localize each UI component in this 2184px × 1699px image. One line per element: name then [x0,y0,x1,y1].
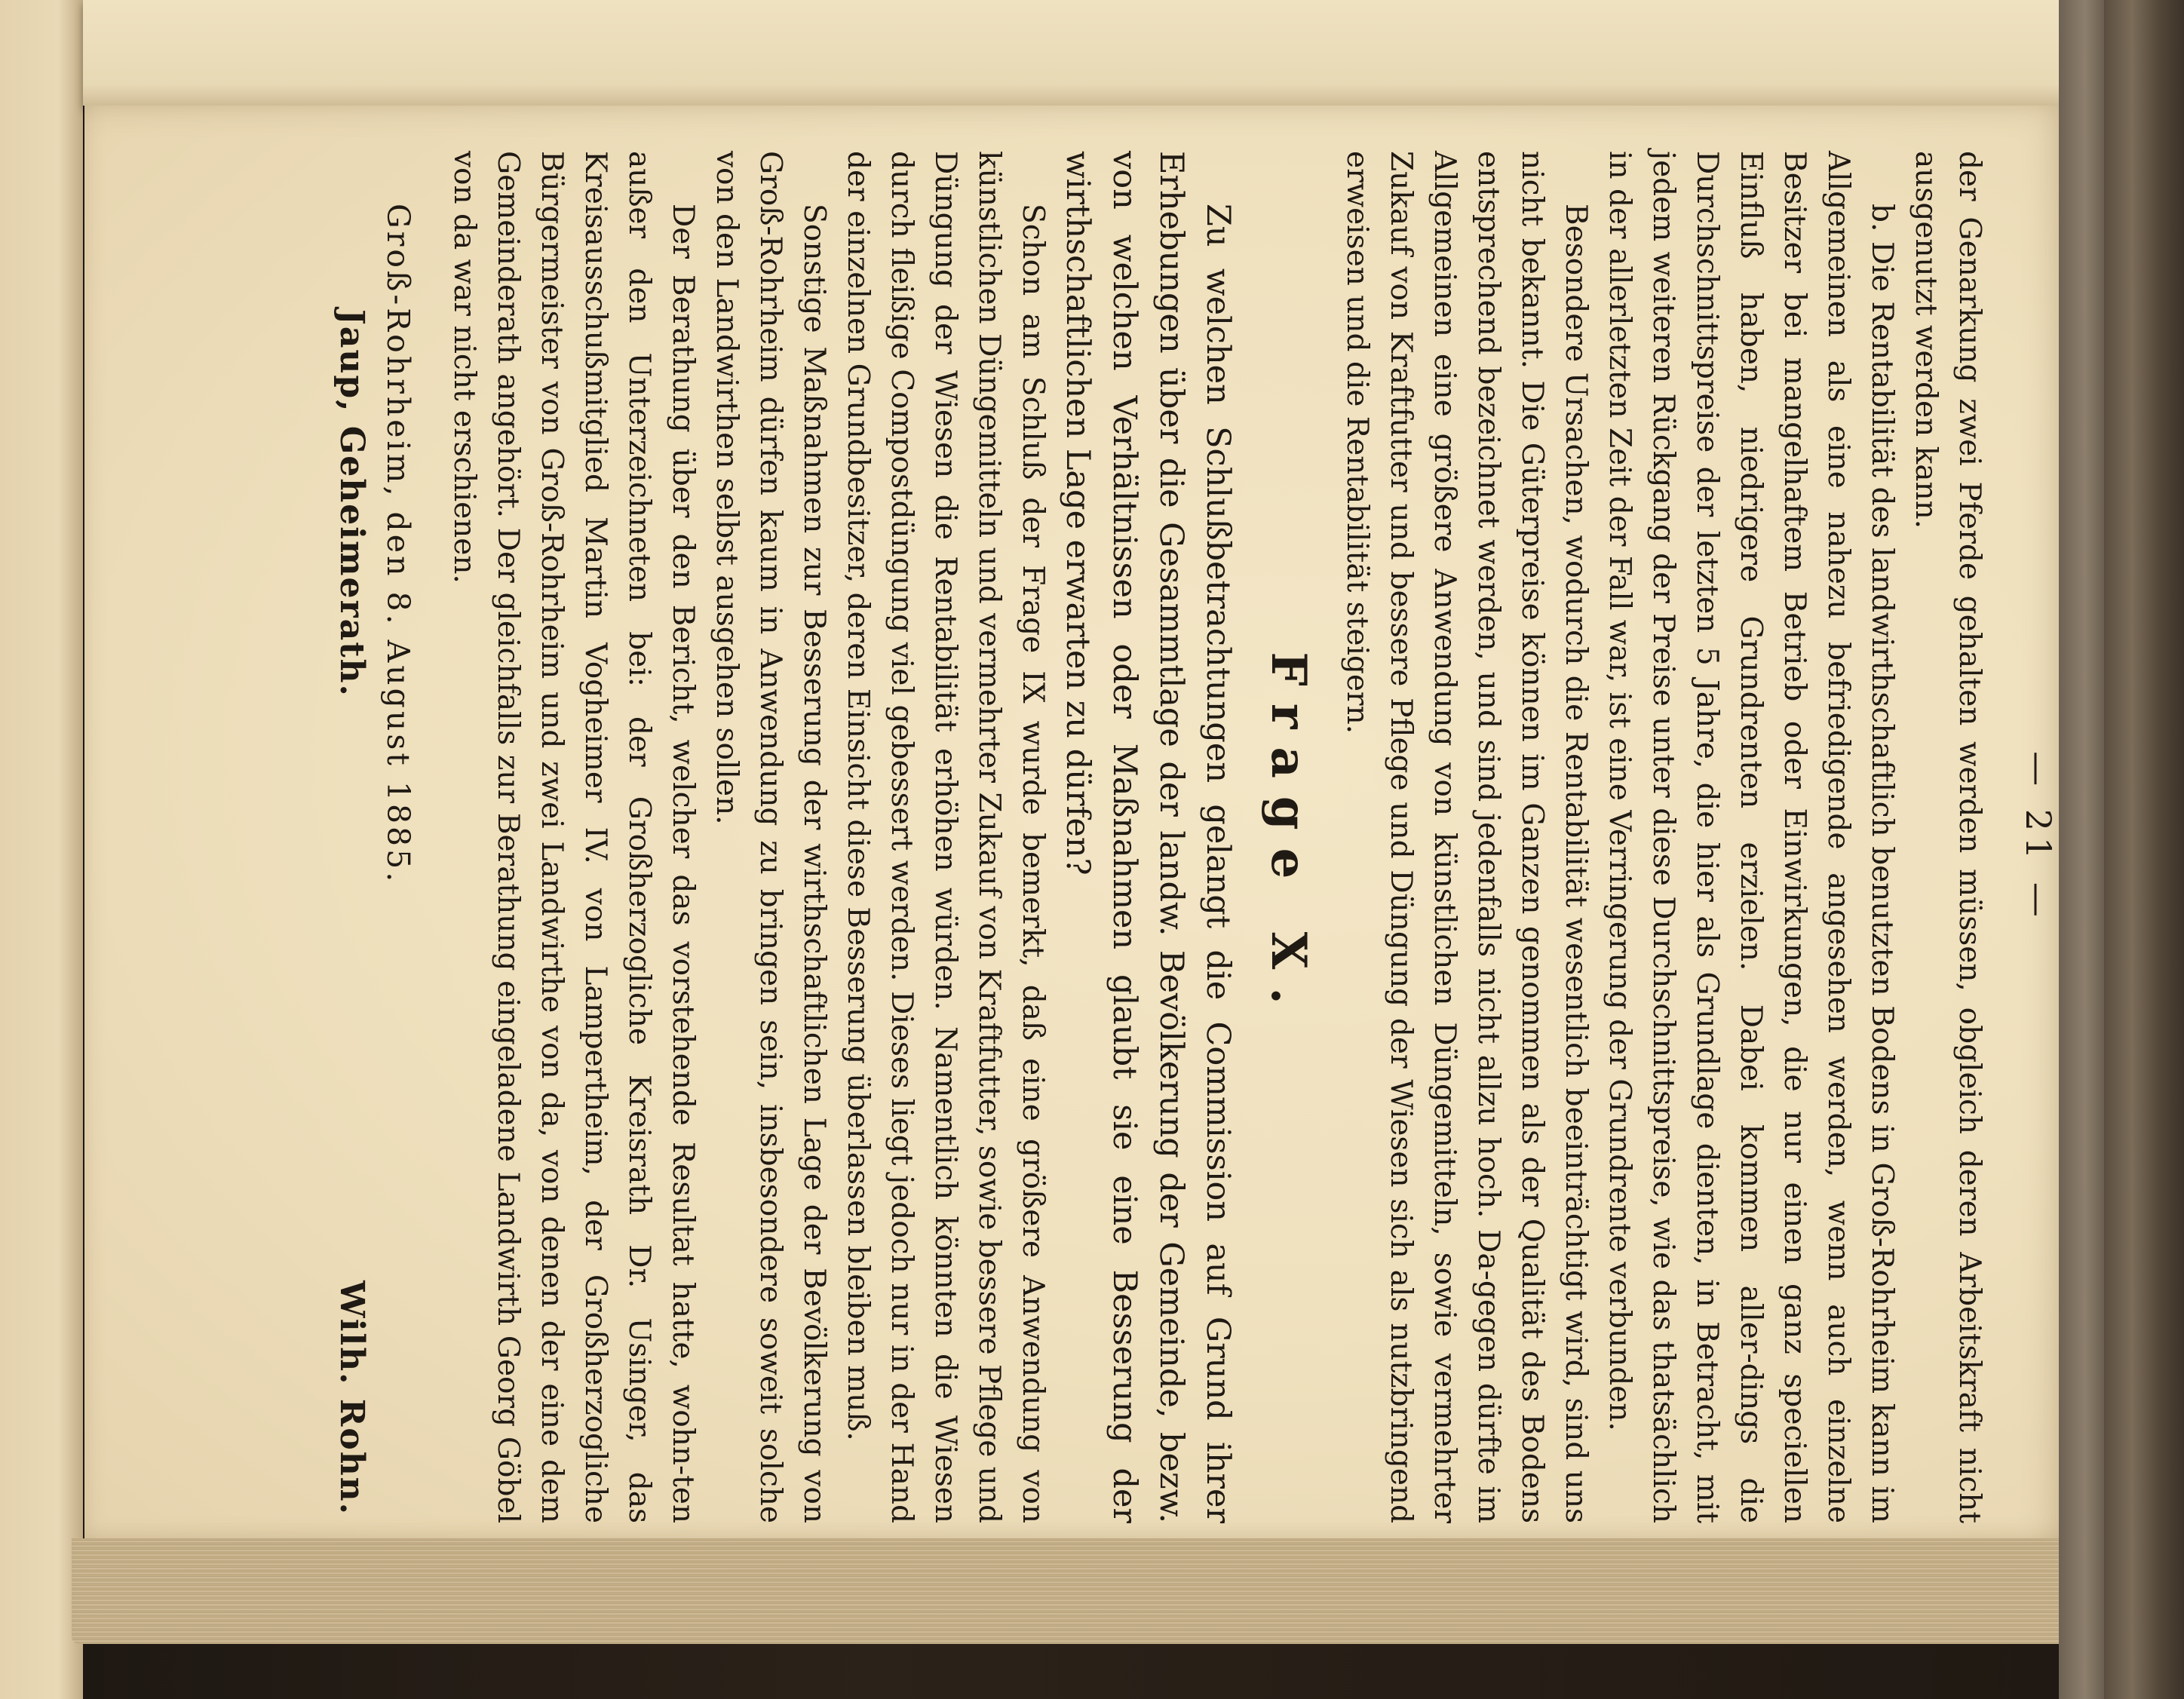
page-text-rotated [294,151,2059,1523]
paragraph: Sonstige Maßnahmen zur Besserung der wirthschaftlichen Lage der Bevölkerung von Groß-Rohrheim dürfen kaum in Anwendung zu bringen sein, insbesondere soweit solche von den Landwirthen selbst ausgehen sollen. [710,151,831,1523]
previous-page-edge [83,0,2104,106]
place-date: Groß-Rohrheim, den 8. August 1885. [380,204,416,885]
page-number: — 21 — [2018,751,2059,923]
book-binding [2104,0,2184,1699]
signatures [327,151,376,1523]
facing-page-edge [0,0,83,1699]
paragraph: Der Berathung über den Bericht, welcher das vorstehende Resultat hatte, wohn-ten außer den Unterzeichneten bei: der Großherzogliche Kreisrath Dr. Usinger, das Kreisausschußmitglied Martin Vogheimer IV. von Lampertheim, der Großherzogliche Bürgermeister von Groß-Rohrheim und zwei Landwirthe von da, von denen der eine dem Gemeinderath angehört. Der gleichfalls zur Berathung eingeladene Landwirth Georg Göbel von da war nicht erschienen. [447,151,700,1523]
section-heading: Frage X. [1260,652,1317,1023]
paragraph: b. Die Rentabilität des landwirthschaftlich benutzten Bodens in Groß-Rohrheim kann im Allgemeinen als eine nahezu befriedigende angesehen werden, wenn auch einzelne Besitzer bei mangelhaftem Betrieb oder Einwirkungen, die nur einen ganz speciellen Einfluß haben, niedrigere Grundrenten erzielen. Dabei kommen aller-dings die Durchschnittspreise der letzten 5 Jahre, die hier als Grundlage dienten, in Betracht, mit jedem weiteren Rückgang der Preise unter diese Durchschnittspreise, wie das thatsächlich in der allerletzten Zeit der Fall war, ist eine Verringerung der Grundrente verbunden. [1603,151,1899,1523]
page-body [327,151,1991,1523]
paragraph: Schon am Schluß der Frage IX wurde bemerkt, daß eine größere Anwendung von künstlichen Düngemitteln und vermehrter Zukauf von Kraftfutter, sowie bessere Pflege und Düngung der Wiesen die Rentabilität erhöhen würden. Namentlich könnten die Wiesen durch fleißige Compostdüngung viel gebessert werden. Dieses liegt jedoch nur in der Hand der einzelnen Grundbesitzer, deren Einsicht diese Besserung überlassen bleiben muß. [841,151,1050,1523]
paragraph: der Genarkung zwei Pferde gehalten werden müssen, obgleich deren Arbeitskraft nicht ausgenutzt werden kann. [1909,151,1986,1523]
paragraph: Besondere Ursachen, wodurch die Rentabilität wesentlich beeinträchtigt wird, sind uns nicht bekannt. Die Güterpreise können im Ganzen genommen als der Qualität des Bodens entsprechend bezeichnet werden, und sind jedenfalls nicht allzu hoch. Da-gegen dürfte im Allgemeinen eine größere Anwendung von künstlichen Düngemitteln, sowie vermehrter Zukauf von Kraftfutter und bessere Pflege und Düngung der Wiesen sich als nutzbringend erweisen und die Rentabilität steigern. [1340,151,1593,1523]
question-text: Zu welchen Schlußbetrachtungen gelangt die Commission auf Grund ihrer Erhebungen über die Gesammtlage der landw. Bevölkerung der Gemeinde, bezw. von welchen Verhältnissen oder Maßnahmen glaubt sie eine Besserung der wirthschaftlichen Lage erwarten zu dürfen? [1059,151,1237,1523]
place-date-line [376,151,421,1523]
page-block-edges [72,1538,2093,1644]
signature: Jaup, Geheimerath. [333,309,371,698]
signature: Wilh. Rohn. [333,1280,371,1516]
